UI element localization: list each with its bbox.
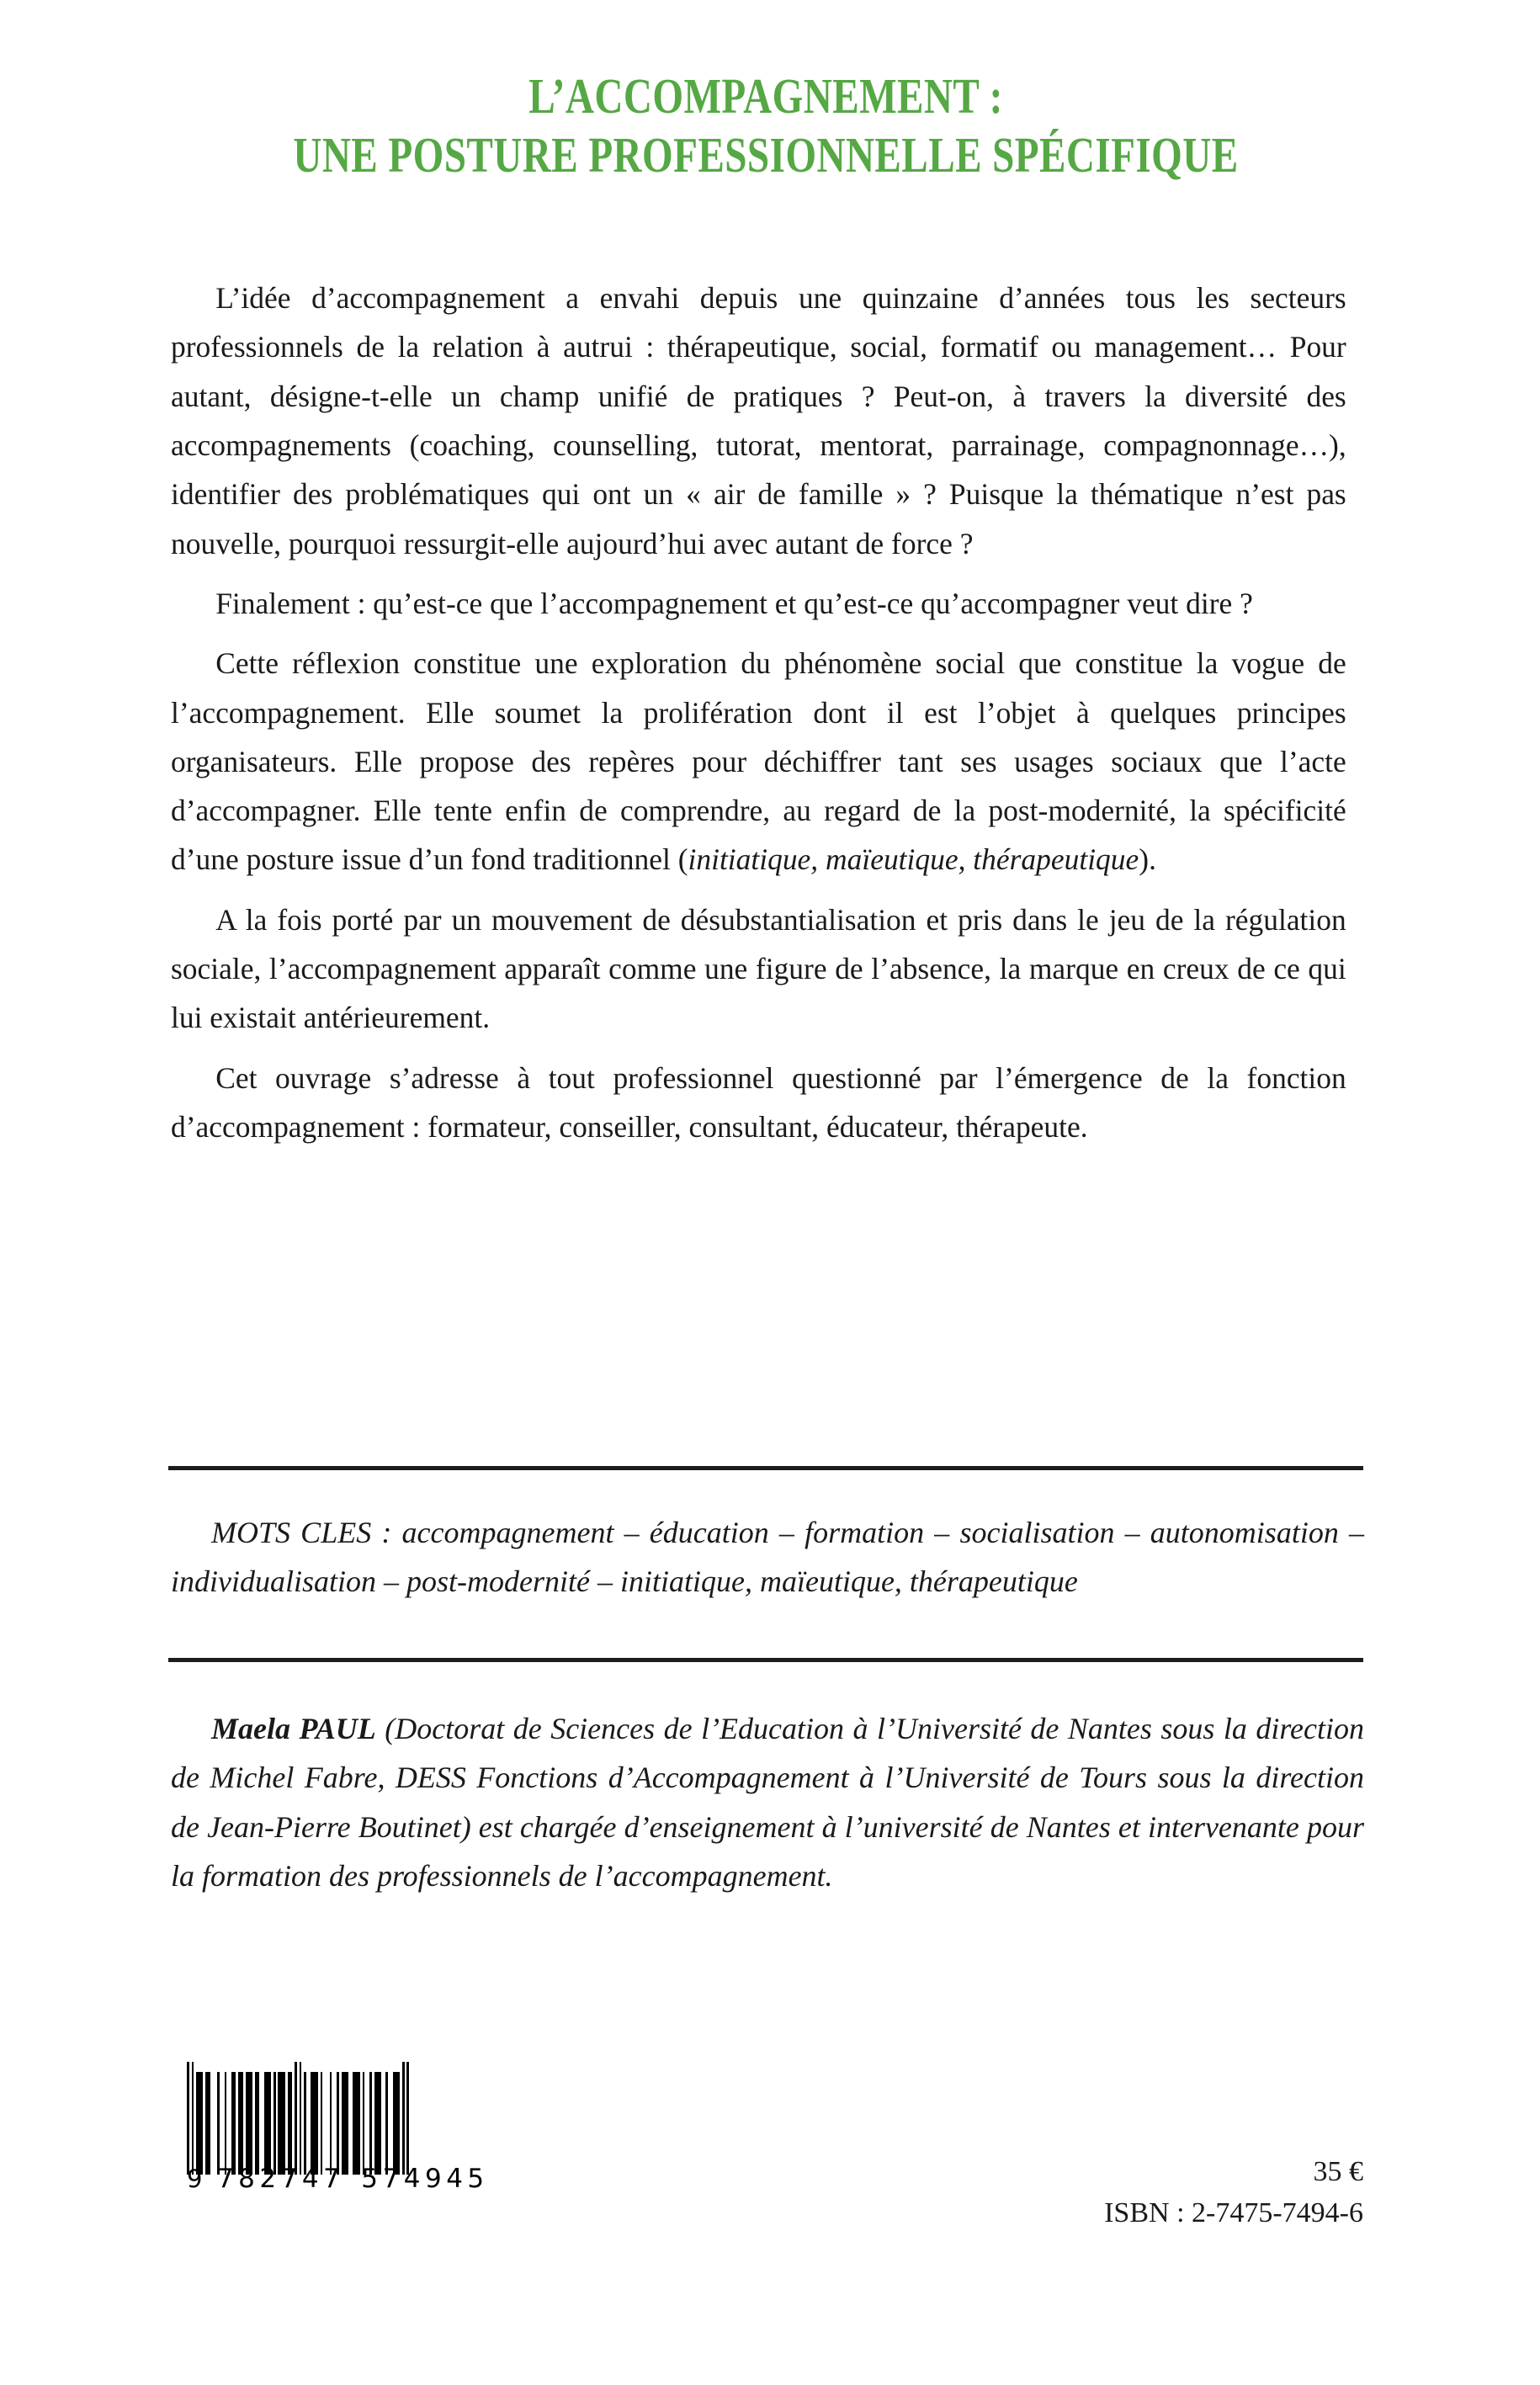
title-line-2: UNE POSTURE PROFESSIONNELLE SPÉCIFIQUE xyxy=(293,126,1239,183)
keywords-label: MOTS CLES : xyxy=(211,1516,392,1549)
pricing-block xyxy=(1104,2151,1363,2234)
keywords-list: accompagnement – éducation – formation – socialisation – autonomisation – individualisation – post-modernité – initiatique, maïeutique, thérapeutique xyxy=(171,1516,1364,1599)
blurb-paragraph-1: L’idée d’accompagnement a envahi depuis une quinzaine d’années tous les secteurs professionnels de la relation à autrui : thérapeutique, social, formatif ou management… Pour autant, désigne-t-elle un champ unifié de pratiques ? Peut-on, à travers la diversité des accompagnements (coaching, counselling, tutorat, mentorat, parrainage, compagnonnage…), identifier des problématiques qui ont un « air de famille » ? Puisque la thématique n’est pas nouvelle, pourquoi ressurgit-elle aujourd’hui avec autant de force ? xyxy=(171,281,1346,560)
divider-above-bio xyxy=(168,1658,1363,1662)
barcode-bars xyxy=(187,2072,410,2175)
title-line-1: L’ACCOMPAGNEMENT : xyxy=(528,68,1003,124)
blurb-paragraph-3-tail: ). xyxy=(1139,842,1156,877)
divider-above-keywords xyxy=(168,1466,1363,1470)
author-bio-block xyxy=(171,1704,1364,1900)
page-title xyxy=(168,67,1363,184)
blurb-paragraph-3-emphasis: initiatique, maïeutique, thérapeutique xyxy=(688,842,1139,877)
barcode-lead-digit: 9 xyxy=(187,2165,207,2193)
isbn-label: ISBN : 2-7475-7494-6 xyxy=(1104,2197,1363,2229)
barcode-right-group: 574945 xyxy=(361,2164,489,2194)
blurb-body xyxy=(171,274,1364,1151)
blurb-paragraph-5: Cet ouvrage s’adresse à tout professionnel questionné par l’émergence de la fonction d’accompagnement : formateur, conseiller, consultant, éducateur, thérapeute. xyxy=(171,1060,1346,1144)
price-label: 35 € xyxy=(1313,2156,1363,2187)
author-bio-text: (Doctorat de Sciences de l’Education à l’Université de Nantes sous la direction de Michel Fabre, DESS Fonctions d’Accompagnement à l’Université de Tours sous la direction de Jean-Pierre Boutinet) est chargée d’enseignement à l’université de Nantes et intervenante pour la formation des professionnels de l’accompagnement. xyxy=(171,1712,1364,1893)
blurb-paragraph-2: Finalement : qu’est-ce que l’accompagnement et qu’est-ce qu’accompagner veut dire ? xyxy=(215,586,1253,620)
keywords-block xyxy=(171,1508,1364,1607)
barcode xyxy=(187,2072,489,2194)
author-name: Maela PAUL xyxy=(211,1712,376,1745)
barcode-digits xyxy=(187,2164,489,2194)
blurb-paragraph-3 xyxy=(171,639,1346,884)
blurb-paragraph-4: A la fois porté par un mouvement de désubstantialisation et pris dans le jeu de la régulation sociale, l’accompagnement apparaît comme une figure de l’absence, la marque en creux de ce qui lui existait antérieurement. xyxy=(171,902,1346,1035)
barcode-left-group: 782747 xyxy=(216,2164,345,2194)
blurb-paragraph-3-lead: Cette réflexion constitue une exploration du phénomène social que constitue la vogue de l’accompagnement. Elle soumet la prolifération dont il est l’objet à quelques principes organisateurs. Elle propose des repères pour déchiffrer tant ses usages sociaux que l’acte d’accompagner. Elle tente enfin de comprendre, au regard de la post-modernité, la spécificité d’une posture issue d’un fond traditionnel ( xyxy=(171,646,1346,877)
